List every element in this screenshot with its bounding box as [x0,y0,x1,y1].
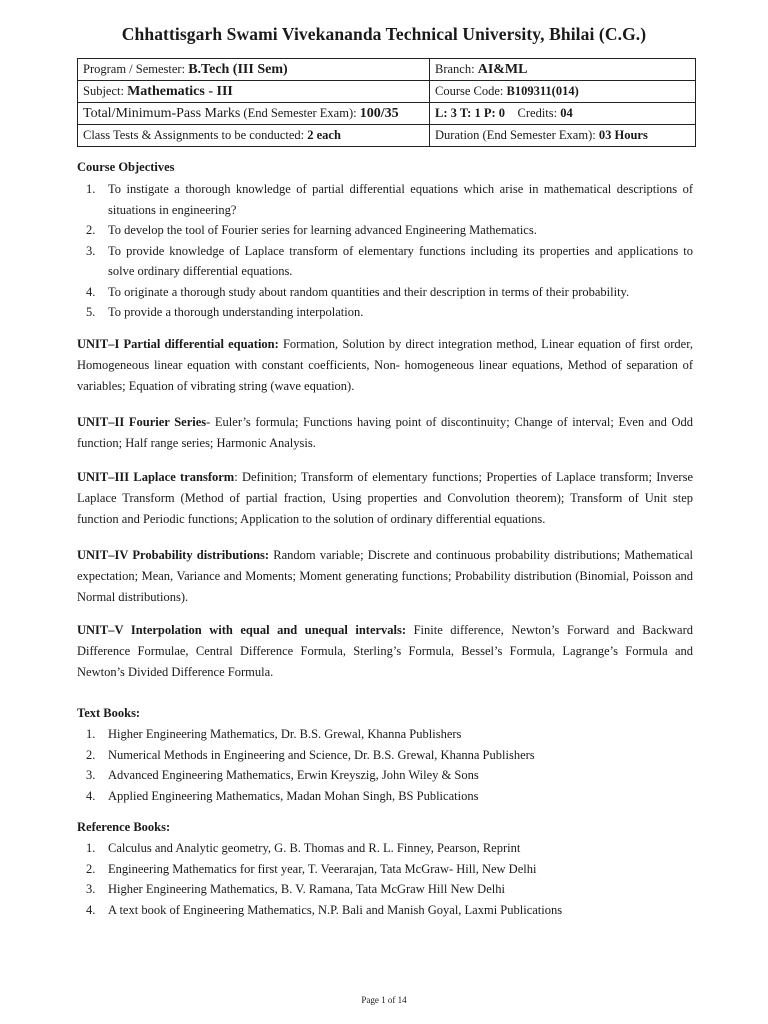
unit-1-heading: UNIT–I Partial differential equation: [77,337,279,351]
item-number: 1. [86,182,96,196]
class-tests-cell [78,125,430,147]
item-text: Engineering Mathematics for first year, T. Veerarajan, Tata McGraw- Hill, New Delhi [108,861,537,876]
item-text: Higher Engineering Mathematics, B. V. Ramana, Tata McGraw Hill New Delhi [108,882,505,896]
duration-cell [430,125,696,147]
table-row [78,59,696,81]
list-item [77,241,693,282]
unit-5-body: Finite difference, Newton’s Forward and Backward Difference Formulae, Central Difference Formula, Sterling’s Formula, Bessel’s Formula, Lagrange’s Formula and Newton’s Divided Difference Formula. [77,623,693,679]
list-item [77,724,693,745]
list-item [77,859,693,880]
course-code-value: B109311(014) [506,84,579,98]
page-title: Chhattisgarh Swami Vivekananda Technical University, Bhilai (C.G.) [121,24,647,44]
unit-4-paragraph [77,545,693,608]
duration-value: 03 Hours [598,128,648,142]
item-text: To provide knowledge of Laplace transform of elementary functions including its properties and applications to solve ordinary differential equations. [108,243,693,278]
unit-5-paragraph [77,620,693,683]
course-code-cell [430,81,696,103]
list-item [77,745,693,766]
unit-3-body: : Definition; Transform of elementary functions; Properties of Laplace transform; Inverse Laplace Transform (Method of partial fraction, Using properties and Convolution theorem); Transform of Unit step function and Periodic functions; Application to the solution of ordinary differential equations. [77,470,693,526]
table-row [78,81,696,103]
course-code-label: Course Code: [435,84,507,98]
unit-3-heading: UNIT–III Laplace transform [77,470,235,484]
item-number: 2. [86,861,96,876]
item-number: 1. [86,841,96,855]
item-text: To provide a thorough understanding interpolation. [108,305,364,319]
item-text: To originate a thorough study about random quantities and their description in terms of their probability. [108,284,630,299]
program-label: Program / Semester: [83,62,189,76]
unit-2-paragraph [77,412,693,454]
unit-4-body: Random variable; Discrete and continuous probability distributions; Mathematical expectation; Mean, Variance and Moments; Moment generating functions; Probability distribution (Binomial, Poisson and Normal distributions). [77,548,693,604]
branch-cell [430,59,696,81]
marks-note: (End Semester Exam): [240,106,360,120]
subject-value: Mathematics - III [127,84,233,99]
credits-value: 04 [560,106,573,120]
subject-cell [78,81,430,103]
list-item [77,179,693,220]
unit-3-paragraph [77,467,693,530]
page-number: Page 1 of 14 [361,995,407,1005]
item-text: To develop the tool of Fourier series for learning advanced Engineering Mathematics. [108,223,537,237]
reference-books-list [77,838,693,920]
ltp-credits-cell [430,103,696,125]
item-number: 3. [86,768,96,782]
credits-label: Credits: [517,106,561,120]
item-text: Numerical Methods in Engineering and Science, Dr. B.S. Grewal, Khanna Publishers [108,747,535,762]
item-text: Higher Engineering Mathematics, Dr. B.S. Grewal, Khanna Publishers [108,727,462,741]
marks-cell [78,103,430,125]
item-number: 3. [86,882,96,896]
list-item [77,282,693,303]
item-number: 2. [86,747,96,762]
course-objectives-list [77,179,693,323]
table-row [78,125,696,147]
list-item [77,900,693,921]
course-objectives-heading: Course Objectives [77,160,175,174]
table-row [78,103,696,125]
item-number: 1. [86,727,96,741]
item-text: Calculus and Analytic geometry, G. B. Thomas and R. L. Finney, Pearson, Reprint [108,841,521,855]
list-item [77,220,693,241]
item-number: 3. [86,243,96,258]
item-number: 4. [86,788,96,803]
reference-books-heading: Reference Books: [77,820,171,834]
duration-label: Duration (End Semester Exam): [435,128,599,142]
program-value: B.Tech (III Sem) [188,62,288,77]
item-text: To instigate a thorough knowledge of partial differential equations which arise in mathematical descriptions of situations in engineering? [108,182,693,217]
unit-1-paragraph [77,334,693,397]
unit-4-heading: UNIT–IV Probability distributions: [77,548,270,562]
list-item [77,879,693,900]
list-item [77,765,693,786]
class-tests-label: Class Tests & Assignments to be conducted: [83,128,308,142]
item-number: 2. [86,223,96,237]
item-text: Advanced Engineering Mathematics, Erwin Kreyszig, John Wiley & Sons [108,768,479,782]
text-books-heading: Text Books: [77,706,141,720]
list-item [77,786,693,807]
class-tests-value: 2 each [307,128,341,142]
item-text: A text book of Engineering Mathematics, N.P. Bali and Manish Goyal, Laxmi Publications [108,902,563,917]
unit-1-body: Formation, Solution by direct integration method, Linear equation of first order, Homogeneous linear equation with constant coefficients, Non- homogeneous linear equations, Method of separation of variables; Equation of vibrating string (wave equation). [77,337,694,393]
item-text: Applied Engineering Mathematics, Madan Mohan Singh, BS Publications [108,788,479,803]
unit-2-heading: UNIT–II Fourier Series [77,415,207,429]
text-books-list [77,724,693,806]
list-item [77,302,693,323]
list-item [77,838,693,859]
unit-2-body: - Euler’s formula; Functions having point of discontinuity; Change of interval; Even and Odd function; Half range series; Harmonic Analysis. [77,415,693,450]
marks-label: Total/Minimum-Pass Marks [83,106,241,121]
marks-value: 100/35 [359,106,399,121]
subject-label: Subject: [83,84,128,98]
item-number: 5. [86,305,96,319]
unit-5-heading: UNIT–V Interpolation with equal and unequal intervals: [77,623,407,637]
program-cell [78,59,430,81]
item-number: 4. [86,902,96,917]
item-number: 4. [86,284,96,299]
branch-value: AI&ML [477,62,528,77]
course-info-table [77,58,696,147]
branch-label: Branch: [435,62,478,76]
ltp-value: L: 3 T: 1 P: 0 [435,106,506,120]
